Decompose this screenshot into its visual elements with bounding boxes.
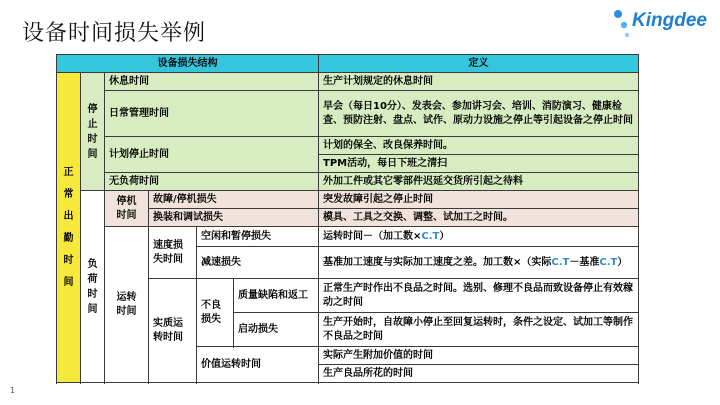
rest-time-label: 休息时间 [105,73,319,91]
kingdee-logo [612,6,720,42]
net-operating-label: 实质运 转时间 [149,279,197,383]
value-time-definition-2: 生产良品所花的时间 [319,365,639,383]
setup-label: 换装和调试损失 [149,209,319,227]
loss-structure-table [56,54,639,383]
speed-loss-label: 速度损 失时间 [149,227,197,279]
header-definition: 定义 [319,55,639,73]
quality-definition: 正常生产时作出不良品之时间。选别、修理不良品而致设备停止有效稼动之时间 [319,279,639,313]
kingdee-logo-icon [612,6,634,42]
load-time-label: 负 荷 时 间 [81,191,105,383]
reduced-speed-label: 减速损失 [197,247,319,279]
page-number: 1 [10,386,16,395]
setup-definition: 模具、工具之交换、调整、试加工之时间。 [319,209,639,227]
plan-stop-definition-1: 计划的保全、改良保养时间。 [319,137,639,155]
kingdee-logo-text: Kingdee [632,10,707,31]
operating-time-label: 运转 时间 [105,227,149,383]
idle-definition: 运转时间－（加工数×C.T） [319,227,639,247]
plan-stop-definition-2: TPM活动，每日下班之清扫 [319,155,639,173]
down-time-label: 停机 时间 [105,191,149,227]
no-load-definition: 外加工件或其它零部件迟延交货所引起之待料 [319,173,639,191]
quality-label: 质量缺陷和返工 [234,279,319,313]
value-time-definition-1: 实际产生附加价值的时间 [319,347,639,365]
breakdown-label: 故障/停机损失 [149,191,319,209]
startup-label: 启动损失 [234,313,319,347]
daily-mgmt-definition: 早会（每日10分）、发表会、参加讲习会、培训、消防演习、健康检查、预防注射、盘点、试作、原动力设施之停止等引起设备之停止时间 [319,91,639,137]
stop-time-label: 停 止 时 间 [81,73,105,191]
defect-loss-label: 不良 损失 [197,279,234,347]
breakdown-definition: 突发故障引起之停止时间 [319,191,639,209]
idle-label: 空闲和暂停损失 [197,227,319,247]
no-load-label: 无负荷时间 [105,173,319,191]
startup-definition: 生产开始时，自故障小停止至回复运转时，条件之设定、试加工等制作不良品之时间 [319,313,639,347]
value-time-label: 价值运转时间 [197,347,319,383]
header-structure: 设备损失结构 [57,55,319,73]
plan-stop-label: 计划停止时间 [105,137,319,173]
slide-title: 设备时间损失举例 [22,21,207,46]
daily-mgmt-label: 日常管理时间 [105,91,319,137]
reduced-speed-definition: 基准加工速度与实际加工速度之差。加工数×（实际C.T－基准C.T） [319,247,639,279]
normal-work-time-label: 正 常 出 勤 时 间 [57,73,81,383]
rest-time-definition: 生产计划规定的休息时间 [319,73,639,91]
